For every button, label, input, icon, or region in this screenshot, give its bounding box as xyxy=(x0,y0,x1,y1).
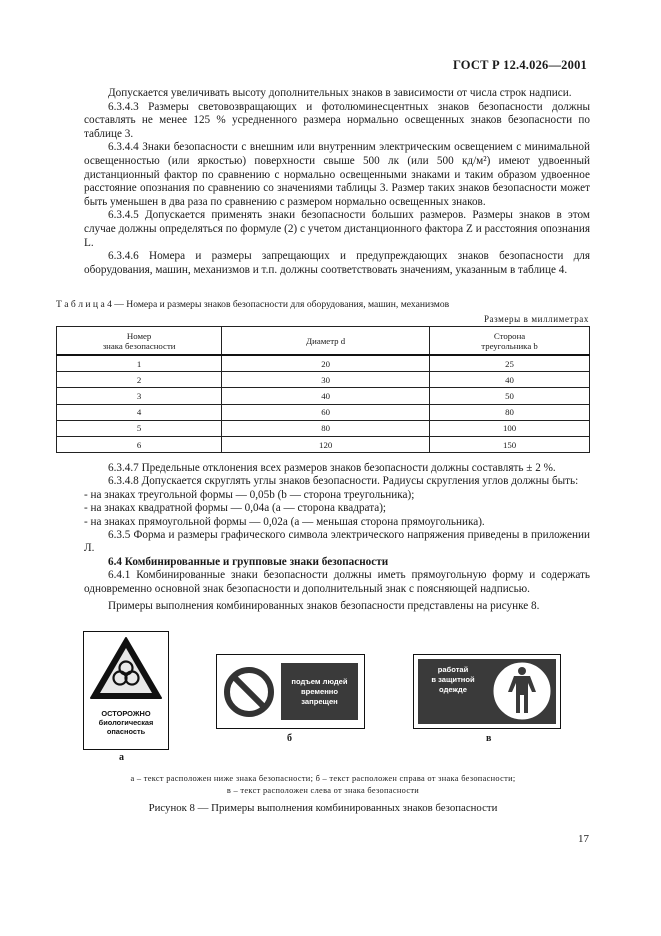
sign-text: в защитной xyxy=(431,675,475,684)
sign-text: одежде xyxy=(439,685,467,694)
paragraph: 6.3.4.8 Допускается скруглять углы знаков безопасности. Радиусы скругления углов должны быть: xyxy=(108,475,579,488)
header-text: Номер xyxy=(126,330,152,341)
paragraph: 6.3.4.6 Номера и размеры запрещающих и предупреждающих знаков безопасности для оборудования, машин, механизмов и т.п. должны соответствовать значениям, указанным в таблице 4. xyxy=(84,250,590,276)
cell: 80 xyxy=(430,404,590,420)
body-text-top xyxy=(84,87,590,277)
figure-note: а – текст расположен ниже знака безопасности; б – текст расположен справа от знака безопасности; xyxy=(130,774,516,783)
paragraph: Допускается увеличивать высоту дополнительных знаков в зависимости от числа строк надписи. xyxy=(108,87,572,99)
figure-note: в – текст расположен слева от знака безопасности xyxy=(226,786,420,795)
figure-label-c: в xyxy=(486,733,492,744)
table-row xyxy=(57,355,590,372)
cell: 50 xyxy=(430,388,590,404)
table-header-diameter: Диаметр d xyxy=(222,327,430,356)
biohazard-combined-sign xyxy=(83,631,169,750)
paragraph: 6.3.4.5 Допускается применять знаки безопасности больших размеров. Размеры знаков в этом случае должны определяться по формуле (2) с учетом дистанционного фактора Z и расстояния опознания L. xyxy=(84,209,590,249)
cell: 20 xyxy=(222,355,430,372)
table-4 xyxy=(56,326,590,453)
table-units: Размеры в миллиметрах xyxy=(483,314,589,324)
cell: 4 xyxy=(57,404,222,420)
table-header-number xyxy=(57,327,222,356)
sign-c-textbox xyxy=(418,665,488,695)
prohibition-icon xyxy=(223,666,275,718)
list-item: - на знаках треугольной формы — 0,05b (b — сторона треугольника); xyxy=(84,488,415,501)
figure-label-b: б xyxy=(287,733,292,744)
biohazard-warning-icon xyxy=(84,632,168,706)
sign-text: опасность xyxy=(106,727,146,736)
header-text: знака безопасности xyxy=(102,340,176,351)
cell: 6 xyxy=(57,436,222,452)
paragraph: 6.3.5 Форма и размеры графического символа электрического напряжения приведены в приложении Л. xyxy=(84,529,590,555)
cell: 30 xyxy=(222,372,430,388)
paragraph: 6.3.4.4 Знаки безопасности с внешним или внутренним электрическим освещением с минимальной освещенностью (или яркостью) поверхности свыше 500 лк (или 500 кд/м²) имеют удвоенный дистанционный фактор по сравнению с нормально освещенными знаками и таким образом удвоенное расстояние опознания по сравнению со значениями таблицы 3. Размер таких знаков безопасности может быть уменьшен в два раза по сравнению с размером нормально освещенных знаков. xyxy=(84,141,590,208)
sign-text: ОСТОРОЖНО xyxy=(101,709,151,718)
cell: 25 xyxy=(430,355,590,372)
figure-label-a: а xyxy=(119,752,124,763)
sign-text: запрещен xyxy=(301,696,338,706)
table-row xyxy=(57,388,590,404)
paragraph: Примеры выполнения комбинированных знаков безопасности представлены на рисунке 8. xyxy=(108,600,540,613)
cell: 120 xyxy=(222,436,430,452)
cell: 60 xyxy=(222,404,430,420)
prohibition-combined-sign xyxy=(216,654,365,729)
protective-clothing-icon xyxy=(488,657,556,725)
table-row xyxy=(57,436,590,452)
list-item: - на знаках квадратной формы — 0,04a (a — сторона квадрата); xyxy=(84,502,387,515)
table-row xyxy=(57,420,590,436)
cell: 150 xyxy=(430,436,590,452)
sign-b-textbox xyxy=(281,663,358,720)
cell: 40 xyxy=(222,388,430,404)
cell: 80 xyxy=(222,420,430,436)
sign-a-label xyxy=(86,709,166,736)
paragraph: 6.3.4.7 Предельные отклонения всех размеров знаков безопасности должны составлять ± 2 %. xyxy=(108,462,556,474)
paragraph: 6.4.1 Комбинированные знаки безопасности должны иметь прямоугольную форму и содержать одновременно основной знак безопасности и дополнительный знак с поясняющей надписью. xyxy=(84,569,590,595)
page-number: 17 xyxy=(578,833,589,845)
cell: 100 xyxy=(430,420,590,436)
table-header-side xyxy=(430,327,590,356)
table-caption: Т а б л и ц а 4 — Номера и размеры знаков безопасности для оборудования, машин, механизмов xyxy=(56,299,450,310)
sign-text: подъем людей xyxy=(291,676,348,686)
table-row xyxy=(57,372,590,388)
mandatory-combined-sign xyxy=(413,654,561,729)
cell: 1 xyxy=(57,355,222,372)
cell: 5 xyxy=(57,420,222,436)
sign-text: временно xyxy=(300,686,339,696)
section-heading: 6.4 Комбинированные и групповые знаки безопасности xyxy=(108,555,389,568)
paragraph: 6.3.4.3 Размеры световозвращающих и фотолюминесцентных знаков безопасности должны составлять не менее 125 % усредненного размера нормально освещенных знаков безопасности по таблице 3. xyxy=(84,100,590,140)
cell: 3 xyxy=(57,388,222,404)
cell: 2 xyxy=(57,372,222,388)
sign-text: биологическая xyxy=(98,718,154,727)
cell: 40 xyxy=(430,372,590,388)
figure-caption: Рисунок 8 — Примеры выполнения комбинированных знаков безопасности xyxy=(148,802,498,814)
document-header: ГОСТ Р 12.4.026—2001 xyxy=(452,58,587,72)
header-text: треугольника b xyxy=(481,340,538,351)
body-text-bottom xyxy=(84,462,590,613)
sign-text: работай xyxy=(437,665,469,674)
list-item: - на знаках прямоугольной формы — 0,02a (a — меньшая сторона прямоугольника). xyxy=(84,515,485,528)
table-row xyxy=(57,404,590,420)
header-text: Сторона xyxy=(493,330,526,341)
